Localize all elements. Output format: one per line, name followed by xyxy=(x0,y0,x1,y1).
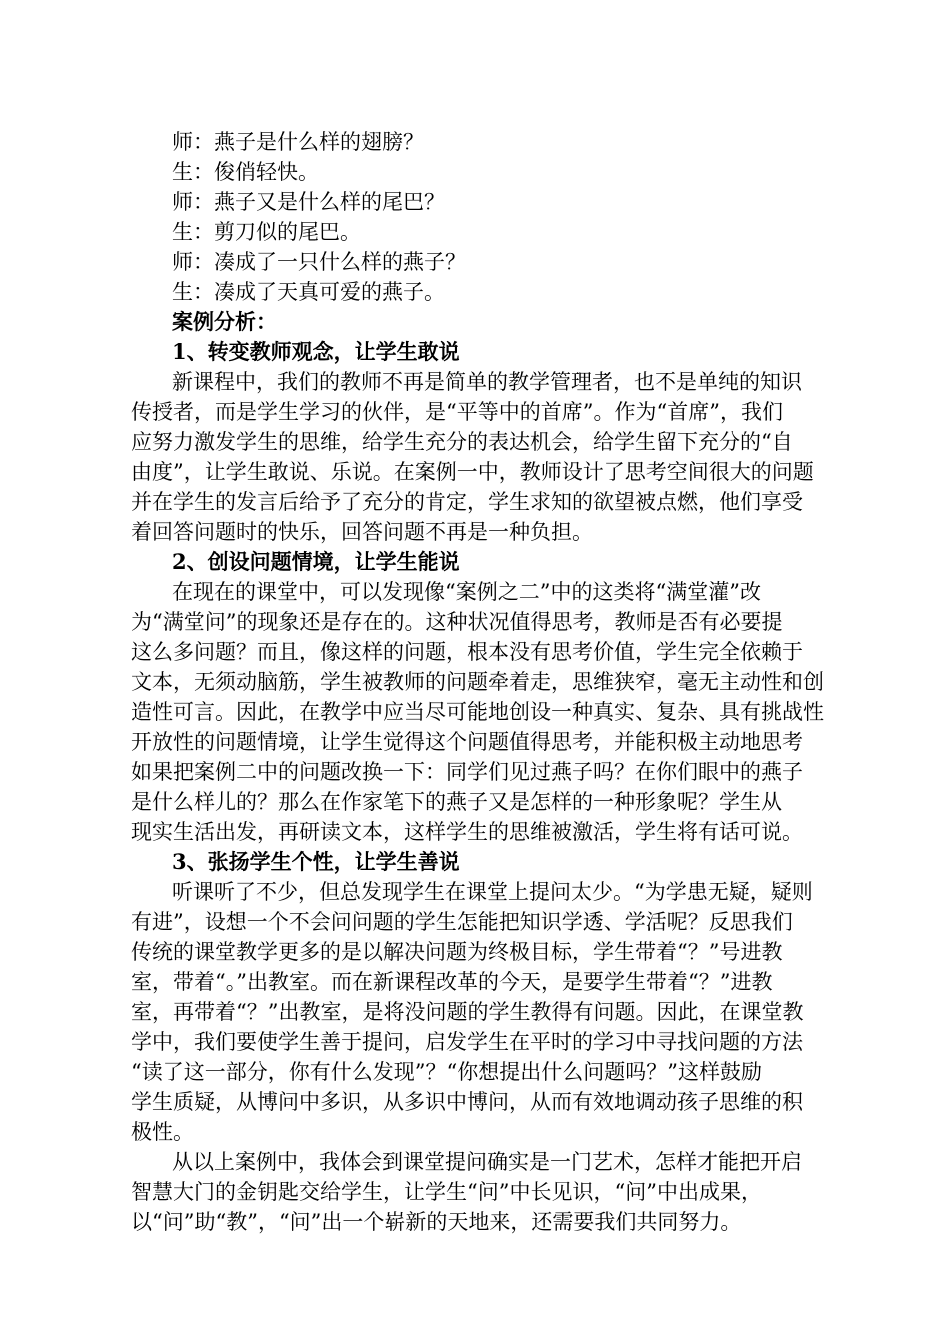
paragraph-line: 并在学生的发言后给予了充分的肯定，学生求知的欲望被点燃，他们享受 xyxy=(131,490,803,514)
paragraph-line: 室，带着“。”出教室。而在新课程改革的今天，是要学生带着“？”进教 xyxy=(131,970,773,994)
paragraph-line: 学生质疑，从博问中多识，从多识中博问，从而有效地调动孩子思维的积 xyxy=(131,1090,803,1114)
section-heading: 2、创设问题情境，让学生能说 xyxy=(172,549,460,574)
dialogue-line: 生：凑成了天真可爱的燕子。 xyxy=(172,280,445,304)
section-heading: 3、张扬学生个性，让学生善说 xyxy=(172,849,460,874)
paragraph-line: 文本，无须动脑筋，学生被教师的问题牵着走，思维狭窄，毫无主动性和创 xyxy=(131,670,824,694)
paragraph-line: 造性可言。因此，在教学中应当尽可能地创设一种真实、复杂、具有挑战性 xyxy=(131,700,824,724)
conclusion-line: 以“问”助“教”，“问”出一个崭新的天地来，还需要我们共同努力。 xyxy=(131,1210,742,1234)
dialogue-line: 师：燕子又是什么样的尾巴？ xyxy=(172,190,445,214)
paragraph-line: “读了这一部分，你有什么发现”？“你想提出什么问题吗？”这样鼓励 xyxy=(131,1060,762,1084)
section-heading: 1、转变教师观念，让学生敢说 xyxy=(172,339,460,364)
paragraph-line: 开放性的问题情境，让学生觉得这个问题值得思考，并能积极主动地思考 xyxy=(131,730,803,754)
paragraph-line: 现实生活出发，再研读文本，这样学生的思维被激活，学生将有话可说。 xyxy=(131,820,803,844)
dialogue-line: 师：燕子是什么样的翅膀？ xyxy=(172,130,424,154)
dialogue-line: 生：俊俏轻快。 xyxy=(172,160,319,184)
paragraph-line: 新课程中，我们的教师不再是简单的教学管理者，也不是单纯的知识 xyxy=(172,370,802,394)
paragraph-line: 听课听了不少，但总发现学生在课堂上提问太少。“为学患无疑，疑则 xyxy=(172,880,813,904)
paragraph-line: 传授者，而是学生学习的伙伴，是“平等中的首席”。作为“首席”，我们 xyxy=(131,400,783,424)
paragraph-line: 着回答问题时的快乐，回答问题不再是一种负担。 xyxy=(131,520,593,544)
paragraph-line: 有进”，设想一个不会问问题的学生怎能把知识学透、学活呢？反思我们 xyxy=(131,910,793,934)
paragraph-line: 为“满堂问”的现象还是存在的。这种状况值得思考，教师是否有必要提 xyxy=(131,610,783,634)
paragraph-line: 在现在的课堂中，可以发现像“案例之二”中的这类将“满堂灌”改 xyxy=(172,580,761,604)
dialogue-line: 生：剪刀似的尾巴。 xyxy=(172,220,361,244)
paragraph-line: 传统的课堂教学更多的是以解决问题为终极目标，学生带着“？”号进教 xyxy=(131,940,783,964)
paragraph-line: 学中，我们要使学生善于提问，启发学生在平时的学习中寻找问题的方法 xyxy=(131,1030,803,1054)
paragraph-line: 由度”，让学生敢说、乐说。在案例一中，教师设计了思考空间很大的问题 xyxy=(131,460,814,484)
paragraph-line: 应努力激发学生的思维，给学生充分的表达机会，给学生留下充分的“自 xyxy=(131,430,793,454)
paragraph-line: 如果把案例二中的问题改换一下：同学们见过燕子吗？在你们眼中的燕子 xyxy=(131,760,803,784)
analysis-heading: 案例分析： xyxy=(172,309,277,334)
conclusion-line: 从以上案例中，我体会到课堂提问确实是一门艺术，怎样才能把开启 xyxy=(172,1150,802,1174)
conclusion-line: 智慧大门的金钥匙交给学生，让学生“问”中长见识，“问”中出成果， xyxy=(131,1180,762,1204)
paragraph-line: 极性。 xyxy=(131,1120,194,1144)
paragraph-line: 室，再带着“？”出教室，是将没问题的学生教得有问题。因此，在课堂教 xyxy=(131,1000,804,1024)
paragraph-line: 是什么样儿的？那么在作家笔下的燕子又是怎样的一种形象呢？学生从 xyxy=(131,790,782,814)
dialogue-line: 师：凑成了一只什么样的燕子？ xyxy=(172,250,466,274)
paragraph-line: 这么多问题？而且，像这样的问题，根本没有思考价值，学生完全依赖于 xyxy=(131,640,803,664)
